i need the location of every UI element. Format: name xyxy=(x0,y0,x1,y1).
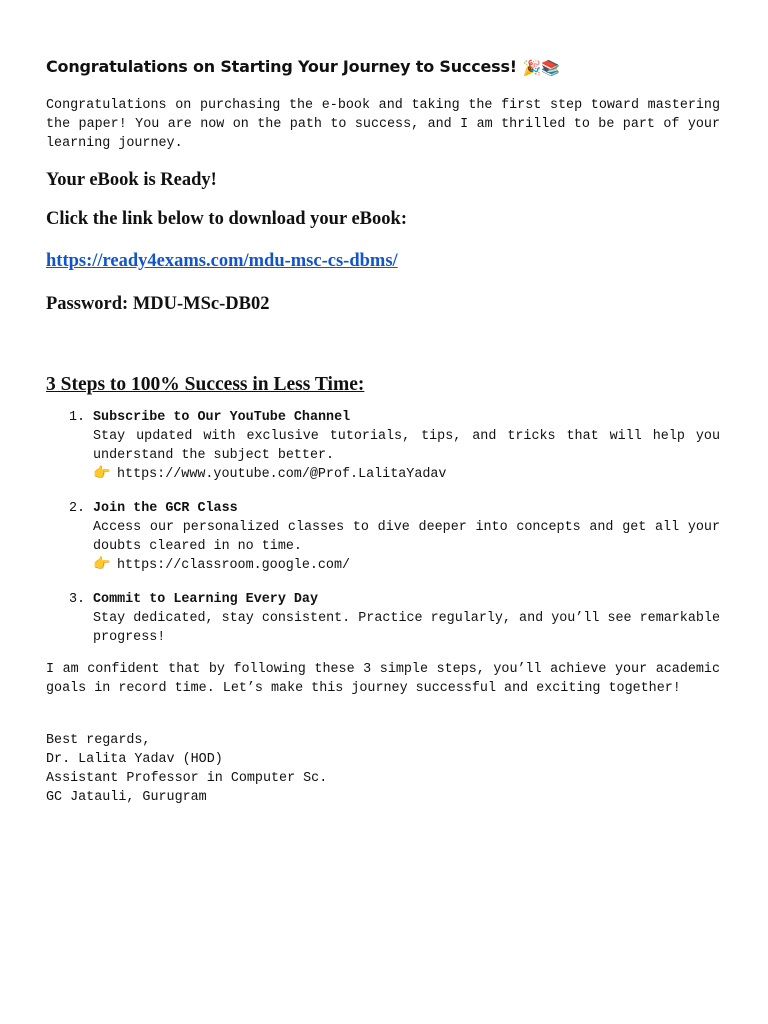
download-prompt: Click the link below to download your eBook: xyxy=(46,209,407,229)
pointing-hand-icon: 👉 xyxy=(93,557,111,573)
pointing-hand-icon: 👉 xyxy=(93,466,111,482)
step-description: Stay updated with exclusive tutorials, tips, and tricks that will help you understand the subject better. xyxy=(93,429,720,463)
step-title: Subscribe to Our YouTube Channel xyxy=(93,410,351,425)
signature-location: GC Jatauli, Gurugram xyxy=(46,790,207,805)
step-number: 3. xyxy=(69,592,86,607)
step-description: Stay dedicated, stay consistent. Practice regularly, and you’ll see remarkable progress! xyxy=(93,611,720,645)
password-text: Password: MDU-MSc-DB02 xyxy=(46,294,270,314)
steps-list xyxy=(46,408,720,662)
classroom-link-line xyxy=(93,556,720,575)
signature-greeting: Best regards, xyxy=(46,733,151,748)
step-number: 2. xyxy=(69,501,86,516)
ebook-ready-heading: Your eBook is Ready! xyxy=(46,170,217,190)
classroom-link[interactable]: https://classroom.google.com/ xyxy=(117,558,351,573)
signature-position: Assistant Professor in Computer Sc. xyxy=(46,771,328,786)
closing-paragraph: I am confident that by following these 3 simple steps, you’ll achieve your academic goals in record time. Let’s make this journey successful and exciting together! xyxy=(46,662,720,696)
signature-block xyxy=(46,731,327,807)
step-title: Join the GCR Class xyxy=(93,501,238,516)
steps-heading: 3 Steps to 100% Success in Less Time: xyxy=(46,374,365,395)
step-item-youtube xyxy=(46,408,720,484)
step-description: Access our personalized classes to dive deeper into concepts and get all your doubts cleared in no time. xyxy=(93,520,720,554)
page-title-text: Congratulations on Starting Your Journey to Success! xyxy=(46,57,517,76)
youtube-link[interactable]: https://www.youtube.com/@Prof.LalitaYadav xyxy=(117,467,447,482)
youtube-link-line xyxy=(93,465,720,484)
step-item-commit xyxy=(46,590,720,647)
step-item-gcr xyxy=(46,499,720,575)
party-books-emoji-icon: 🎉📚 xyxy=(522,58,560,77)
signature-name: Dr. Lalita Yadav (HOD) xyxy=(46,752,223,767)
page-title xyxy=(46,57,560,77)
download-link[interactable]: https://ready4exams.com/mdu-msc-cs-dbms/ xyxy=(46,251,398,271)
step-title: Commit to Learning Every Day xyxy=(93,592,318,607)
intro-paragraph: Congratulations on purchasing the e-book and taking the first step toward mastering the paper! You are now on the path to success, and I am thrilled to be part of your learning journey. xyxy=(46,98,720,151)
step-number: 1. xyxy=(69,410,86,425)
